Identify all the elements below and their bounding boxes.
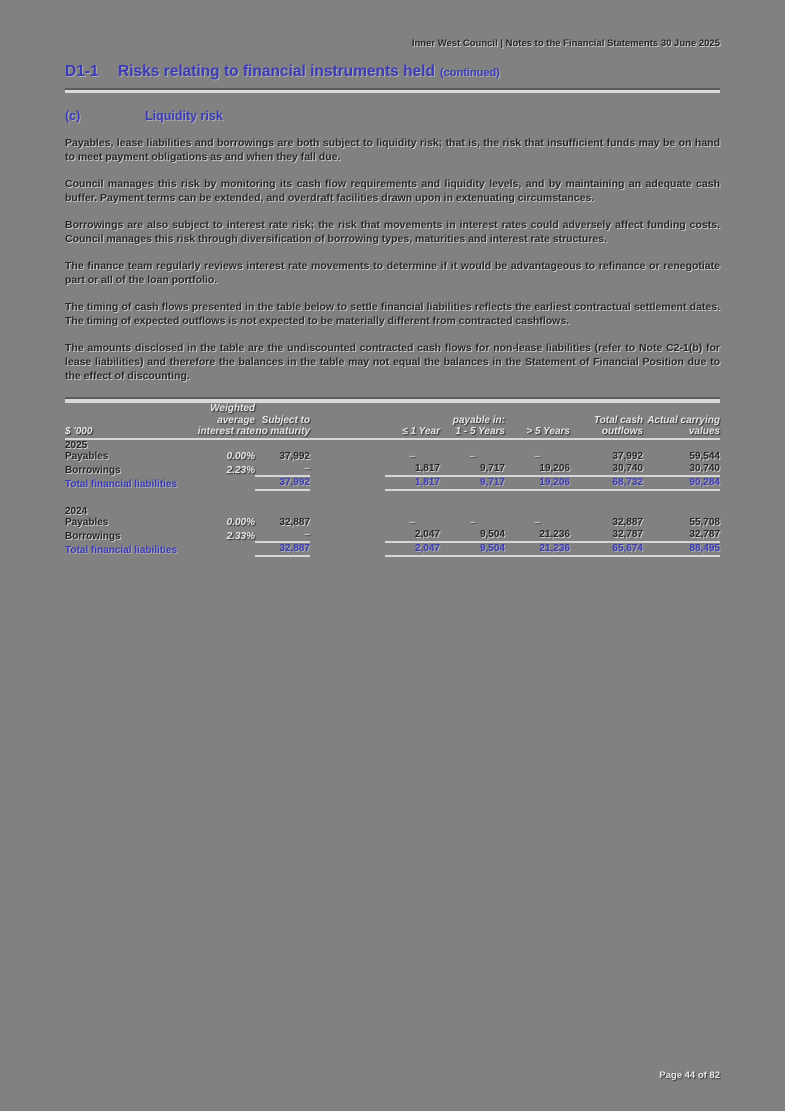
cell-total: 37,992 [612, 450, 643, 462]
note-number: D1-1 [65, 63, 99, 80]
cell-1yr: 1,817 [385, 463, 440, 477]
cell-carrying: 88,495 [643, 543, 720, 557]
section-heading-text: Liquidity risk [145, 109, 223, 123]
cell-no-maturity: 32,887 [255, 543, 310, 557]
cell-no-maturity: 37,992 [279, 450, 310, 462]
cell-rate-empty [185, 543, 255, 557]
col-header-carrying: Actual carrying values [643, 403, 720, 440]
total-label: Total financial liabilities [65, 478, 178, 490]
cell-5yr: 21,236 [505, 529, 570, 543]
cell-total: 68,732 [570, 477, 643, 491]
table-row-total [65, 543, 720, 557]
unit-label: $ '000 [65, 403, 185, 440]
spacer-cell [310, 451, 385, 463]
document-header: Inner West Council | Notes to the Financial Statements 30 June 2025 [411, 38, 720, 49]
col-header-5yr: > 5 Years [505, 403, 570, 440]
cell-rate: 2.33% [226, 530, 255, 542]
cell-carrying: 30,740 [643, 463, 720, 477]
cell-1-5yr: 9,717 [440, 477, 505, 491]
cell-5yr: – [534, 450, 541, 462]
liquidity-table [65, 403, 720, 557]
spacer-cell [310, 403, 385, 440]
cell-1yr: 2,047 [385, 529, 440, 543]
cell-5yr: 19,206 [505, 463, 570, 477]
cell-no-maturity: 37,992 [255, 477, 310, 491]
section-heading [65, 109, 720, 123]
cell-1-5yr: 9,717 [440, 463, 505, 477]
row-label: Payables [65, 516, 109, 528]
cell-rate: 0.00% [226, 450, 255, 462]
col-header-rate: Weighted average interest rate [185, 403, 255, 440]
cell-no-maturity: 32,887 [279, 516, 310, 528]
cell-total: 30,740 [570, 463, 643, 477]
cell-carrying: 59,544 [689, 450, 720, 462]
paragraph: Payables, lease liabilities and borrowings are both subject to liquidity risk; that is, the risk that insufficient funds may be on hand to meet payment obligations as and when they fall due. [65, 137, 720, 163]
year-label: 2024 [65, 505, 88, 517]
page-number: Page 44 of 82 [659, 1070, 720, 1081]
note-title [65, 63, 720, 81]
paragraph: Council manages this risk by monitoring its cash flow requirements and liquidity levels, and by maintaining an adequate cash buffer. Payment terms can be extended, and overdraft facilities drawn upon in extenuating circumstances. [65, 178, 720, 204]
cell-1yr: – [409, 516, 416, 528]
table-row-payables [65, 517, 720, 529]
cell-1yr: 2,047 [385, 543, 440, 557]
paragraph: The timing of cash flows presented in the table below to settle financial liabilities reflects the earliest contractual settlement dates. The timing of expected outflows is not expected to be materially different from contracted cashflows. [65, 301, 720, 327]
cell-total: 32,787 [570, 529, 643, 543]
cell-1-5yr: 9,504 [440, 529, 505, 543]
cell-5yr: 19,206 [505, 477, 570, 491]
cell-5yr: 21,236 [505, 543, 570, 557]
group-gap [65, 491, 720, 506]
spacer-cell [310, 529, 385, 543]
cell-1yr: – [409, 450, 416, 462]
cell-1-5yr: 9,504 [440, 543, 505, 557]
cell-total: 32,887 [612, 516, 643, 528]
cell-carrying: 32,787 [643, 529, 720, 543]
table-row-total [65, 477, 720, 491]
total-label: Total financial liabilities [65, 544, 178, 556]
col-header-1-5yr [440, 403, 505, 440]
spacer-cell [310, 517, 385, 529]
payable-in-label: payable in: [452, 414, 505, 426]
cell-carrying: 90,284 [643, 477, 720, 491]
cell-1yr: 1,817 [385, 477, 440, 491]
spacer-cell [310, 543, 385, 557]
cell-total: 65,674 [570, 543, 643, 557]
col-header-1yr: ≤ 1 Year [385, 403, 440, 440]
col-header-1-5yr-text: 1 - 5 Years [455, 426, 505, 437]
cell-rate-empty [185, 477, 255, 491]
year-label: 2025 [65, 439, 88, 451]
paragraph: The finance team regularly reviews interest rate movements to determine if it would be advantageous to refinance or renegotiate part or all of the loan portfolio. [65, 260, 720, 286]
cell-carrying: 55,708 [689, 516, 720, 528]
section-letter: (c) [65, 109, 81, 123]
table-row-borrowings [65, 529, 720, 543]
spacer-cell [310, 463, 385, 477]
year-row [65, 440, 720, 451]
paragraph: Borrowings are also subject to interest rate risk; the risk that movements in interest rates could adversely affect funding costs. Council manages this risk through diversification of borrowing types, maturities and interest rate structures. [65, 219, 720, 245]
cell-1-5yr: – [469, 450, 476, 462]
row-label: Borrowings [65, 530, 121, 542]
year-row [65, 506, 720, 517]
note-title-text: Risks relating to financial instruments held [118, 63, 435, 80]
row-label: Borrowings [65, 464, 121, 476]
cell-no-maturity: – [255, 463, 310, 477]
note-title-continued: (continued) [439, 67, 500, 79]
cell-no-maturity: – [255, 529, 310, 543]
cell-1-5yr: – [469, 516, 476, 528]
table-header-row [65, 403, 720, 440]
paragraph: The amounts disclosed in the table are the undiscounted contracted cash flows for non-lease liabilities (refer to Note C2-1(b) for lease liabilities) and therefore the balances in the table may not equal the balances in the Statement of Financial Position due to the effect of discounting. [65, 342, 720, 382]
row-label: Payables [65, 450, 109, 462]
col-header-no-maturity: Subject to no maturity [255, 403, 310, 440]
spacer-cell [310, 477, 385, 491]
col-header-total: Total cash outflows [570, 403, 643, 440]
cell-5yr: – [534, 516, 541, 528]
table-row-borrowings [65, 463, 720, 477]
title-divider [65, 90, 720, 93]
cell-rate: 2.23% [226, 464, 255, 476]
table-row-payables [65, 451, 720, 463]
cell-rate: 0.00% [226, 516, 255, 528]
